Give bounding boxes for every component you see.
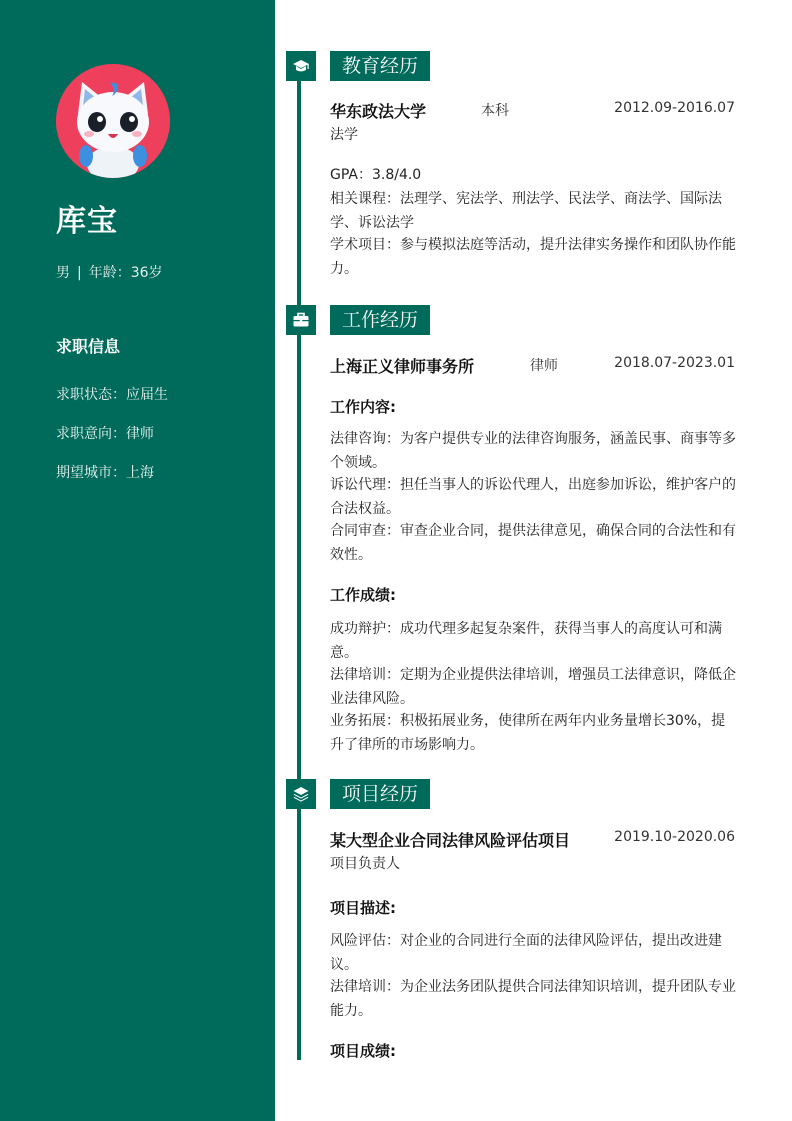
project-role: 项目负责人	[330, 856, 400, 872]
job-info-heading: 求职信息	[56, 337, 121, 356]
work-date: 2018.07-2023.01	[614, 355, 735, 371]
project-desc-heading: 项目描述:	[330, 899, 396, 917]
work-achievement-item: 业务拓展：积极拓展业务，使律所在两年内业务量增长30%，提升了律所的市场影响力。	[330, 713, 726, 753]
cat-mascot-icon	[56, 64, 170, 178]
work-achievement-item: 成功辩护：成功代理多起复杂案件，获得当事人的高度认可和满意。	[330, 621, 722, 661]
project-results-heading: 项目成绩:	[330, 1042, 396, 1060]
graduation-cap-icon	[292, 57, 310, 75]
layers-icon	[292, 785, 310, 803]
work-content-item: 合同审查：审查企业合同，提供法律意见，确保合同的合法性和有效性。	[330, 523, 736, 563]
work-achievements-heading: 工作成绩:	[330, 586, 396, 604]
profile-age: 年龄：36岁	[88, 265, 163, 281]
profile-name: 库宝	[56, 204, 118, 239]
sidebar	[0, 0, 275, 1121]
job-status: 求职状态：应届生	[56, 387, 168, 403]
profile-gender: 男	[56, 265, 70, 281]
briefcase-icon	[292, 311, 310, 329]
avatar	[56, 64, 170, 178]
project-desc-item: 法律培训：为企业法务团队提供合同法律知识培训，提升团队专业能力。	[330, 979, 736, 1019]
education-section-title: 教育经历	[330, 51, 430, 81]
work-position: 律师	[530, 358, 558, 374]
job-city: 期望城市：上海	[56, 465, 154, 481]
education-gpa: GPA：3.8/4.0	[330, 167, 422, 183]
education-section-icon	[286, 51, 316, 81]
education-project: 学术项目：参与模拟法庭等活动，提升法律实务操作和团队协作能力。	[330, 237, 736, 277]
project-date: 2019.10-2020.06	[614, 829, 735, 845]
work-content-item: 法律咨询：为客户提供专业的法律咨询服务，涵盖民事、商事等多个领域。	[330, 431, 736, 471]
education-courses: 相关课程：法理学、宪法学、刑法学、民法学、商法学、国际法学、诉讼法学	[330, 191, 722, 231]
project-name: 某大型企业合同法律风险评估项目	[330, 831, 571, 850]
project-section-icon	[286, 779, 316, 809]
work-content-item: 诉讼代理：担任当事人的诉讼代理人，出庭参加诉讼，维护客户的合法权益。	[330, 477, 736, 517]
profile-basic-info	[56, 262, 163, 282]
work-achievement-item: 法律培训：定期为企业提供法律培训，增强员工法律意识，降低企业法律风险。	[330, 667, 736, 707]
work-section-title: 工作经历	[330, 305, 430, 335]
education-date: 2012.09-2016.07	[614, 100, 735, 116]
work-content-heading: 工作内容:	[330, 398, 396, 416]
job-intent: 求职意向：律师	[56, 426, 154, 442]
education-degree: 本科	[481, 103, 509, 119]
work-company: 上海正义律师事务所	[330, 357, 475, 376]
project-desc-item: 风险评估：对企业的合同进行全面的法律风险评估，提出改进建议。	[330, 933, 722, 973]
education-school: 华东政法大学	[330, 102, 427, 121]
profile-separator: |	[77, 265, 82, 281]
work-section-icon	[286, 305, 316, 335]
project-section-title: 项目经历	[330, 779, 430, 809]
education-major: 法学	[330, 127, 358, 143]
timeline-line	[297, 64, 301, 1060]
